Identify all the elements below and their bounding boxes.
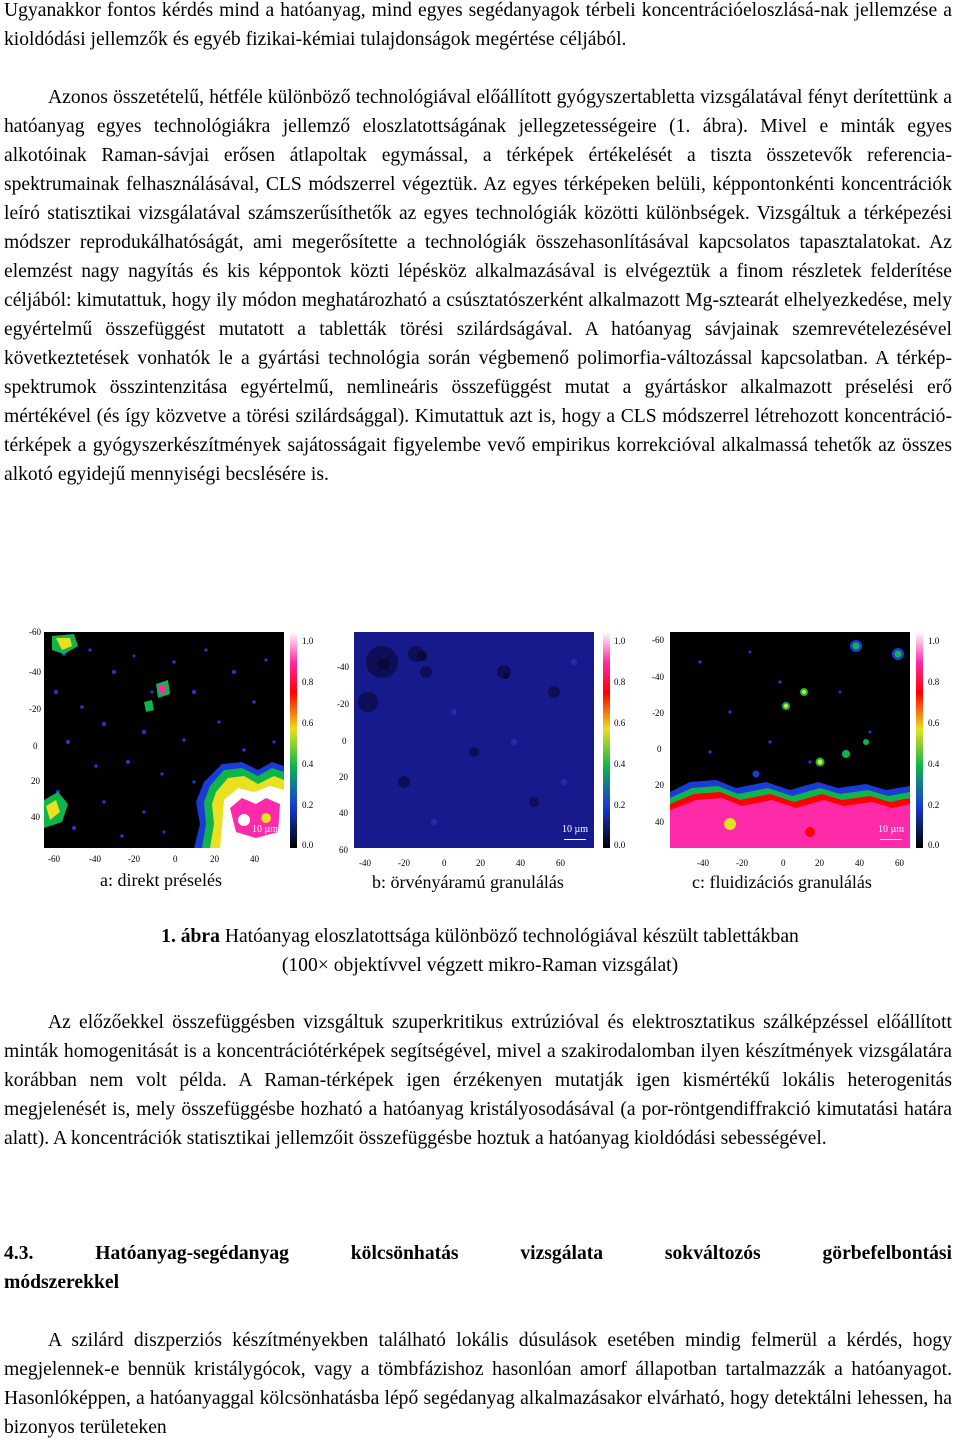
y-tick: -40 bbox=[337, 662, 349, 672]
scale-bar-label: 10 µm bbox=[878, 824, 905, 835]
y-tick: -60 bbox=[29, 627, 41, 637]
x-tick: 0 bbox=[442, 858, 447, 868]
colorbar-tick: 0.0 bbox=[928, 840, 940, 850]
colorbar-tick: 0.2 bbox=[928, 800, 940, 810]
colorbar-tick: 1.0 bbox=[302, 636, 314, 646]
y-tick: -40 bbox=[652, 672, 664, 682]
y-tick: 20 bbox=[31, 776, 40, 786]
scale-bar-line bbox=[564, 839, 586, 840]
x-tick: 40 bbox=[516, 858, 525, 868]
y-tick: 40 bbox=[655, 817, 664, 827]
x-tick: 40 bbox=[855, 858, 864, 868]
x-tick: -60 bbox=[48, 854, 60, 864]
x-tick: -20 bbox=[128, 854, 140, 864]
x-tick: 60 bbox=[556, 858, 565, 868]
y-tick: 20 bbox=[339, 772, 348, 782]
panel-b bbox=[320, 622, 640, 897]
x-tick: 60 bbox=[895, 858, 904, 868]
figure-caption-line2: (100× objektívvel végzett mikro-Raman vizsgálat) bbox=[281, 955, 679, 976]
paragraph-homogeneity: Az előzőekkel összefüggésben vizsgáltuk szuperkritikus extrúzióval és elektrosztatikus szálképzéssel előállított minták homogenitását is a koncentrációtérképek segítségével, mivel a szakirodalomban ilyen készítmények vizsgálatára korábban nem volt példa. A Raman-térképek igen érzékenyen mutatják igen kismértékű lokális heterogenitás megjelenését is, mely összefüggésbe hozható a hatóanyag kristályosodásával (a por-röntgendiffrakció kimutatási határa alatt). A koncentrációk statisztikai jellemzőit összefüggésbe hoztuk a hatóanyag kioldódási sebességével. bbox=[4, 1012, 952, 1149]
colorbar-tick: 0.4 bbox=[614, 759, 626, 769]
x-tick: -20 bbox=[398, 858, 410, 868]
colorbar-tick: 0.8 bbox=[302, 677, 314, 687]
x-tick: 0 bbox=[781, 858, 786, 868]
y-tick: 40 bbox=[31, 812, 40, 822]
panel-a-label: a: direkt préselés bbox=[100, 870, 222, 890]
x-tick: 20 bbox=[815, 858, 824, 868]
x-tick: -20 bbox=[736, 858, 748, 868]
panel-c bbox=[640, 622, 960, 897]
y-tick: 20 bbox=[655, 780, 664, 790]
y-tick: 0 bbox=[342, 736, 347, 746]
y-tick: -20 bbox=[337, 699, 349, 709]
scale-bar-line bbox=[880, 839, 902, 840]
y-tick: 40 bbox=[339, 808, 348, 818]
concentration-map-c-graphic bbox=[670, 632, 910, 848]
paragraph-solid-dispersion: A szilárd diszperziós készítményekben található lokális dúsulások esetében mindig felmerül a kérdés, hogy megjelennek-e bennük kristálygócok, vagy a tömbfázishoz hasonlóan amorf állapotban tartalmazzák a hatóanyagot. Hasonlóképpen, a hatóanyaggal kölcsönhatásba lépő segédanyag alkalmazásakor elvárható, hogy detektálni lehessen, ha bizonyos területeken bbox=[4, 1330, 952, 1438]
colorbar-tick: 1.0 bbox=[928, 636, 940, 646]
panel-c-label: c: fluidizációs granulálás bbox=[692, 872, 872, 892]
colorbar-tick: 0.6 bbox=[614, 718, 626, 728]
y-tick: -20 bbox=[652, 708, 664, 718]
raman-map-c bbox=[670, 632, 910, 848]
figure-caption-text: Hatóanyag eloszlatottsága különböző technológiával készült tablettákban bbox=[224, 926, 799, 947]
concentration-map-b-graphic bbox=[354, 632, 594, 848]
x-tick: -40 bbox=[359, 858, 371, 868]
colorbar-a bbox=[290, 632, 297, 848]
raman-map-a bbox=[44, 632, 284, 848]
figure-raman-maps bbox=[0, 622, 960, 897]
y-tick: -60 bbox=[652, 635, 664, 645]
x-tick: 40 bbox=[250, 854, 259, 864]
section-heading bbox=[4, 1239, 952, 1268]
figure-caption-number: 1. ábra bbox=[161, 926, 220, 947]
x-tick: 20 bbox=[476, 858, 485, 868]
y-tick: 0 bbox=[657, 744, 662, 754]
scale-bar-label: 10 µm bbox=[562, 824, 589, 835]
colorbar-tick: 0.2 bbox=[614, 800, 626, 810]
scale-bar-line bbox=[254, 839, 276, 840]
colorbar-tick: 0.4 bbox=[302, 759, 314, 769]
colorbar-tick: 0.6 bbox=[928, 718, 940, 728]
colorbar-tick: 0.6 bbox=[302, 718, 314, 728]
scale-bar-label: 10 µm bbox=[252, 824, 279, 835]
y-tick: 60 bbox=[339, 845, 348, 855]
colorbar-tick: 0.4 bbox=[928, 759, 940, 769]
section-title-line2: módszerekkel bbox=[4, 1272, 120, 1293]
paragraph-intro: Ugyanakkor fontos kérdés mind a hatóanyag, mind egyes segédanyagok térbeli koncentrációeloszlásá-nak jellemzése a kioldódási jellemzők és egyéb fizikai-kémiai tulajdonságok megértése céljából. bbox=[4, 0, 952, 50]
concentration-map-a-graphic bbox=[44, 632, 284, 848]
y-tick: 0 bbox=[33, 741, 38, 751]
x-tick: 20 bbox=[210, 854, 219, 864]
colorbar-tick: 0.0 bbox=[614, 840, 626, 850]
figure-caption bbox=[0, 922, 960, 951]
colorbar-tick: 0.2 bbox=[302, 800, 314, 810]
x-tick: -40 bbox=[89, 854, 101, 864]
colorbar-tick: 0.0 bbox=[302, 840, 314, 850]
panel-b-label: b: örvényáramú granulálás bbox=[372, 872, 564, 892]
x-tick: -40 bbox=[697, 858, 709, 868]
section-number: 4.3. bbox=[4, 1243, 34, 1264]
y-tick: -40 bbox=[29, 667, 41, 677]
colorbar-c bbox=[916, 632, 923, 848]
x-tick: 0 bbox=[173, 854, 178, 864]
paragraph-results: Azonos összetételű, hétféle különböző technológiával előállított gyógyszertabletta vizsgálatával fényt derítettünk a hatóanyag egyes technológiákra jellemző eloszlatottságának jellegzetességeire (1. ábra). Mivel e minták egyes alkotóinak Raman-sávjai erősen átlapoltak egymással, a térképek értékelését a tiszta összetevők referencia-spektrumainak felhasználásával, CLS módszerrel végeztük. Az egyes térképeken belüli, képpontonkénti koncentrációk leíró statisztikai vizsgálatával számszerűsíthetők az egyes technológiák közötti különbségek. Vizsgáltuk a térképezési módszer reprodukálhatóságát, ami megerősítette a technológiák összehasonlításával kapcsolatos tapasztalatokat. Az elemzést nagy nagyítás és kis képpontok közti lépésköz alkalmazásával is elvégeztük a finom részletek felderítése céljából: kimutattuk, hogy ily módon meghatározható a csúsztatószerként alkalmazott Mg-sztearát elhelyezkedése, mely egyértelmű összefüggést mutatott a tabletták törési szilárdságával. A hatóanyag sávjainak szemrevételezésével következtetések vonhatók le a gyártási technológia során végbemenő polimorfia-változással kapcsolatban. A térkép-spektrumok összintenzitása egyértelmű, nemlineáris összefüggést mutat a gyártáskor alkalmazott préselési erő mértékével (és így közvetve a törési szilárdsággal). Kimutattuk azt is, hogy a CLS módszerrel létrehozott koncentráció-térképek a gyógyszerkészítmények sajátosságait figyelembe vevő empirikus korrekcióval alkalmassá tehetők az összes alkotó egyidejű mennyiségi becslésére is. bbox=[4, 87, 952, 485]
section-title-line1: Hatóanyag-segédanyag kölcsönhatás vizsgálata sokváltozós görbefelbontási bbox=[95, 1243, 953, 1264]
colorbar-tick: 0.8 bbox=[928, 677, 940, 687]
panel-a bbox=[0, 622, 320, 897]
colorbar-tick: 0.8 bbox=[614, 677, 626, 687]
y-tick: -20 bbox=[29, 704, 41, 714]
colorbar-tick: 1.0 bbox=[614, 636, 626, 646]
raman-map-b bbox=[354, 632, 594, 848]
colorbar-b bbox=[603, 632, 610, 848]
